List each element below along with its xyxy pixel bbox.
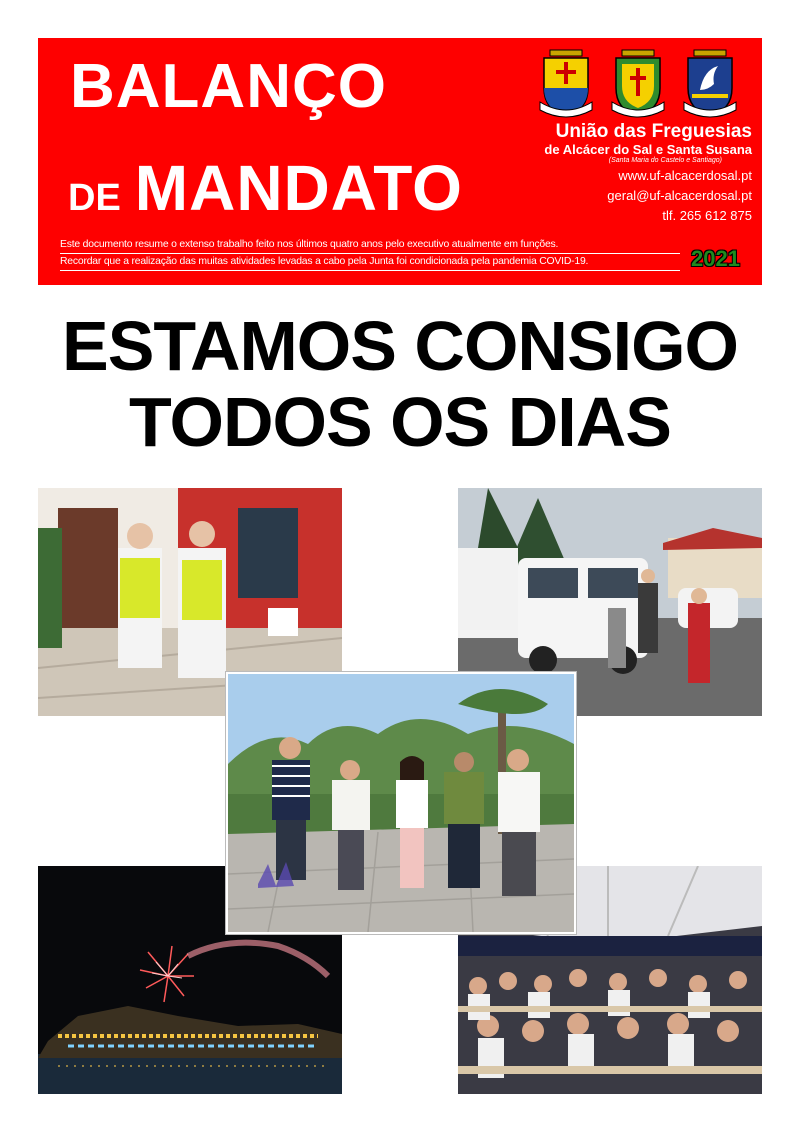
- org-name: [544, 122, 752, 165]
- crest-icon-santa-maria: [606, 44, 670, 124]
- headline-line1: ESTAMOS CONSIGO: [62, 307, 738, 385]
- org-name-line3: (Santa Maria do Castelo e Santiago): [608, 157, 722, 165]
- title-de: DE: [68, 177, 121, 219]
- crests: [534, 44, 744, 126]
- title-balanco: BALANÇO: [70, 52, 387, 121]
- headline: [0, 308, 800, 460]
- description-line2: Recordar que a realização das muitas atividades levadas a cabo pela Junta foi condicionada pela pandemia COVID-19.: [60, 254, 680, 271]
- org-name-line2: de Alcácer do Sal e Santa Susana: [544, 141, 752, 157]
- crest-icon-alcacer: [534, 44, 598, 124]
- description-line1: Este documento resume o extenso trabalho feito nos últimos quatro anos pelo executivo atualmente em funções.: [60, 237, 680, 254]
- photo-icon: [228, 674, 574, 932]
- title-mandato-word: MANDATO: [134, 152, 463, 224]
- description: [60, 237, 680, 271]
- title-mandato: [68, 152, 463, 224]
- year-badge: 2021: [691, 246, 740, 271]
- org-name-line1: União das Freguesias: [555, 121, 752, 142]
- headline-line2: TODOS OS DIAS: [129, 383, 671, 461]
- contacts: [607, 166, 752, 226]
- photo-group-portrait: [226, 672, 576, 934]
- crest-icon-santa-susana: [678, 44, 742, 124]
- phone-number: tlf. 265 612 875: [662, 208, 752, 223]
- header-banner: [38, 38, 762, 285]
- email-link[interactable]: geral@uf-alcacerdosal.pt: [607, 188, 752, 203]
- website-link[interactable]: www.uf-alcacerdosal.pt: [618, 168, 752, 183]
